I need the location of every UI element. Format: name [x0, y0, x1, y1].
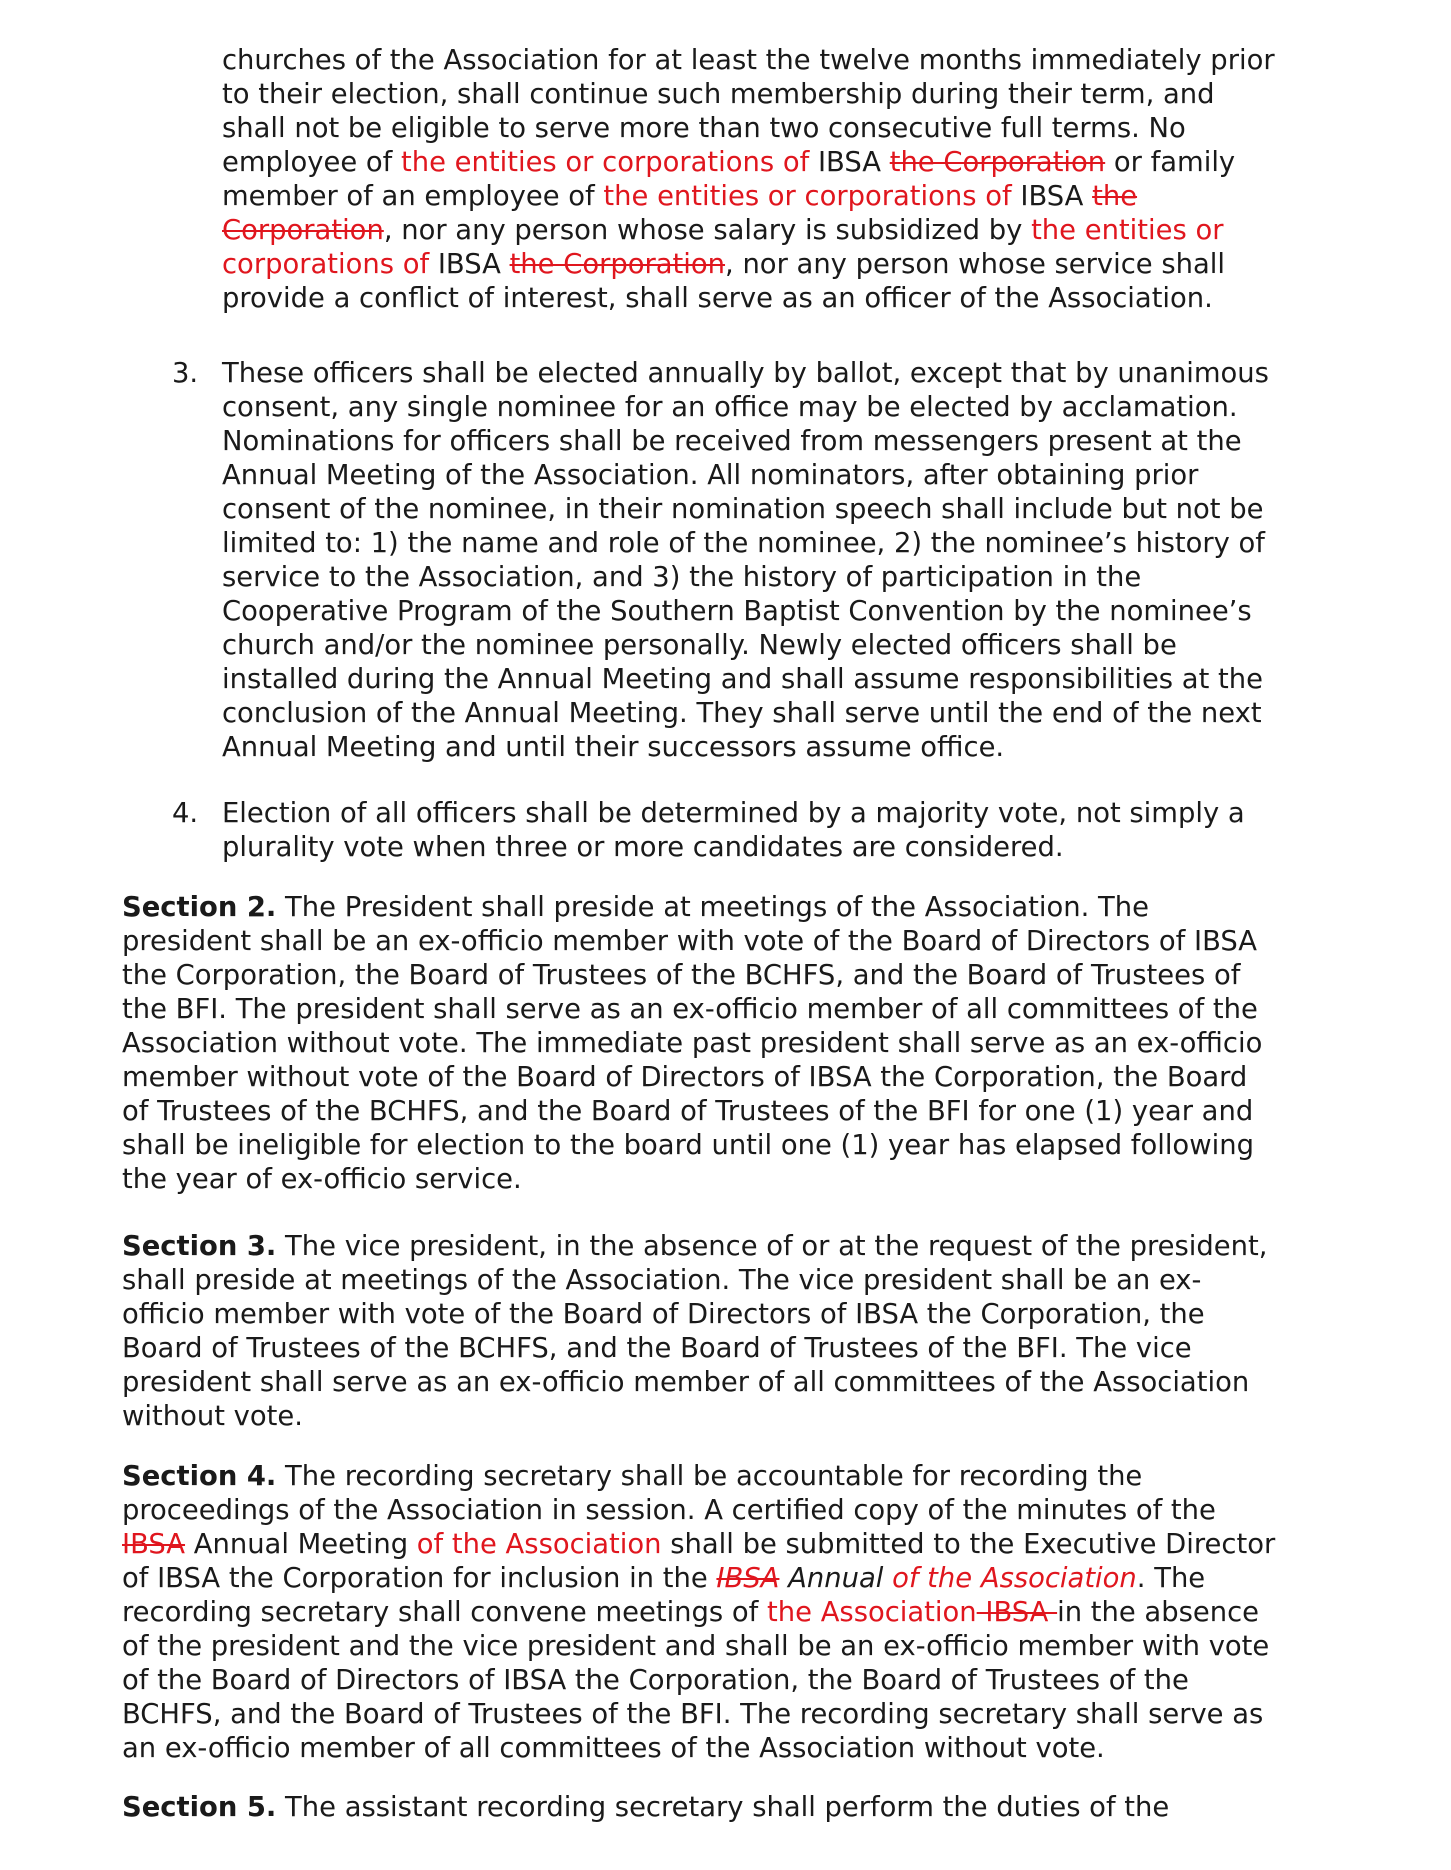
inserted-text: the Association — [767, 1597, 977, 1628]
text-line — [222, 180, 1342, 214]
text-line: Annual Meeting and until their successors assume office. — [222, 732, 1005, 763]
text-line: service to the Association, and 3) the history of participation in the — [222, 562, 1142, 593]
deleted-text: IBSA — [122, 1529, 186, 1560]
section-5 — [122, 1791, 1347, 1825]
inserted-text: the entities or corporations of — [401, 147, 810, 178]
text-line: plurality vote when three or more candidates are considered. — [222, 832, 1064, 863]
italic-text: Annual — [779, 1563, 893, 1594]
text-line: of Trustees of the BCHFS, and the Board of Trustees of the BFI for one (1) year and — [122, 1096, 1254, 1127]
deleted-text: the — [1092, 181, 1138, 212]
item-3-number: 3. — [172, 358, 199, 389]
section-4 — [122, 1460, 1347, 1766]
text-line: churches of the Association for at least the twelve months immediately prior — [222, 45, 1275, 76]
text-line: church and/or the nominee personally. Newly elected officers shall be — [222, 630, 1177, 661]
section-label: Section 3. — [122, 1231, 277, 1262]
text-run: member of an employee of — [222, 181, 604, 212]
text-line: shall not be eligible to serve more than two consecutive full terms. No — [222, 113, 1186, 144]
text-line: conclusion of the Annual Meeting. They shall serve until the end of the next — [222, 698, 1262, 729]
text-line: BCHFS, and the Board of Trustees of the BFI. The recording secretary shall serve as — [122, 1699, 1264, 1730]
inserted-text: the entities or corporations of — [603, 181, 1012, 212]
deleted-text: IBSA — [976, 1597, 1058, 1628]
text-run: , nor any person whose service shall — [725, 249, 1225, 280]
text-line: consent of the nominee, in their nomination speech shall include but not be — [222, 494, 1264, 525]
deleted-text: the Corporation — [509, 249, 726, 280]
item-4-number: 4. — [172, 798, 199, 829]
text-line: Annual Meeting of the Association. All nominators, after obtaining prior — [222, 460, 1199, 491]
text-line: Election of all officers shall be determined by a majority vote, not simply a — [222, 798, 1245, 829]
text-line: the year of ex-officio service. — [122, 1164, 522, 1195]
text-run: Annual Meeting — [185, 1529, 417, 1560]
text-run: The assistant recording secretary shall perform the duties of the — [276, 1792, 1170, 1823]
inserted-text: corporations of — [222, 249, 430, 280]
text-line: president shall serve as an ex-officio member of all committees of the Association — [122, 1367, 1250, 1398]
deleted-text: Corporation — [222, 215, 384, 246]
text-line: Board of Trustees of the BCHFS, and the Board of Trustees of the BFI. The vice — [122, 1333, 1192, 1364]
text-run: , nor any person whose salary is subsidized by — [383, 215, 1032, 246]
text-run: employee of — [222, 147, 402, 178]
text-line: member without vote of the Board of Directors of IBSA the Corporation, the Board — [122, 1062, 1248, 1093]
inserted-text: of the Association — [416, 1529, 662, 1560]
text-line — [122, 1460, 1347, 1494]
text-run: . The — [1136, 1563, 1206, 1594]
text-line — [222, 146, 1342, 180]
text-run: IBSA — [429, 249, 510, 280]
section-2 — [122, 891, 1347, 1197]
text-run: recording secretary shall convene meetings of — [122, 1597, 768, 1628]
text-line: Association without vote. The immediate past president shall serve as an ex-officio — [122, 1028, 1263, 1059]
text-run: IBSA — [809, 147, 890, 178]
text-run: The recording secretary shall be accountable for recording the — [276, 1461, 1143, 1492]
text-line: provide a conflict of interest, shall serve as an officer of the Association. — [222, 283, 1213, 314]
text-line: the BFI. The president shall serve as an ex-officio member of all committees of the — [122, 994, 1258, 1025]
section-label: Section 2. — [122, 892, 277, 923]
text-line: Cooperative Program of the Southern Baptist Convention by the nominee’s — [222, 596, 1252, 627]
text-line: an ex-officio member of all committees of the Association without vote. — [122, 1733, 1105, 1764]
section-3 — [122, 1230, 1347, 1434]
text-line: of the president and the vice president and shall be an ex-officio member with vote — [122, 1631, 1270, 1662]
item-2-continued — [222, 44, 1342, 316]
text-line — [122, 1528, 1347, 1562]
text-line: proceedings of the Association in session. A certified copy of the minutes of the — [122, 1495, 1216, 1526]
text-line: president shall be an ex-officio member with vote of the Board of Directors of IBSA — [122, 926, 1258, 957]
text-run: IBSA — [1011, 181, 1093, 212]
deleted-text: the Corporation — [889, 147, 1106, 178]
text-run: The vice president, in the absence of or at the request of the president, — [276, 1231, 1268, 1262]
text-line: of the Board of Directors of IBSA the Corporation, the Board of Trustees of the — [122, 1665, 1189, 1696]
text-run: in the absence — [1057, 1597, 1259, 1628]
text-line: the Corporation, the Board of Trustees of the BCHFS, and the Board of Trustees of — [122, 960, 1241, 991]
text-line — [122, 1596, 1347, 1630]
item-3 — [222, 357, 1342, 765]
text-line — [222, 214, 1342, 248]
text-line: Nominations for officers shall be received from messengers present at the — [222, 426, 1242, 457]
section-label: Section 5. — [122, 1792, 277, 1823]
text-line — [222, 248, 1342, 282]
text-line: without vote. — [122, 1401, 303, 1432]
text-line: shall be ineligible for election to the board until one (1) year has elapsed following — [122, 1130, 1254, 1161]
text-line: to their election, shall continue such membership during their term, and — [222, 79, 1215, 110]
text-run: or family — [1105, 147, 1236, 178]
section-label: Section 4. — [122, 1461, 277, 1492]
deleted-text: IBSA — [716, 1563, 780, 1594]
item-4 — [222, 797, 1342, 865]
text-run: of IBSA the Corporation for inclusion in the — [122, 1563, 717, 1594]
text-line: consent, any single nominee for an office may be elected by acclamation. — [222, 392, 1238, 423]
text-run: shall be submitted to the Executive Director — [661, 1529, 1276, 1560]
text-line — [122, 1791, 1347, 1825]
text-line: installed during the Annual Meeting and shall assume responsibilities at the — [222, 664, 1263, 695]
text-line: limited to: 1) the name and role of the nominee, 2) the nominee’s history of — [222, 528, 1265, 559]
text-run: The President shall preside at meetings of the Association. The — [276, 892, 1150, 923]
text-line — [122, 1562, 1347, 1596]
inserted-text: the entities or — [1031, 215, 1224, 246]
text-line: These officers shall be elected annually by ballot, except that by unanimous — [222, 358, 1269, 389]
text-line — [122, 891, 1347, 925]
text-line: officio member with vote of the Board of Directors of IBSA the Corporation, the — [122, 1299, 1205, 1330]
inserted-text: of the Association — [892, 1563, 1137, 1594]
text-line — [122, 1230, 1347, 1264]
text-line: shall preside at meetings of the Association. The vice president shall be an ex- — [122, 1265, 1202, 1296]
